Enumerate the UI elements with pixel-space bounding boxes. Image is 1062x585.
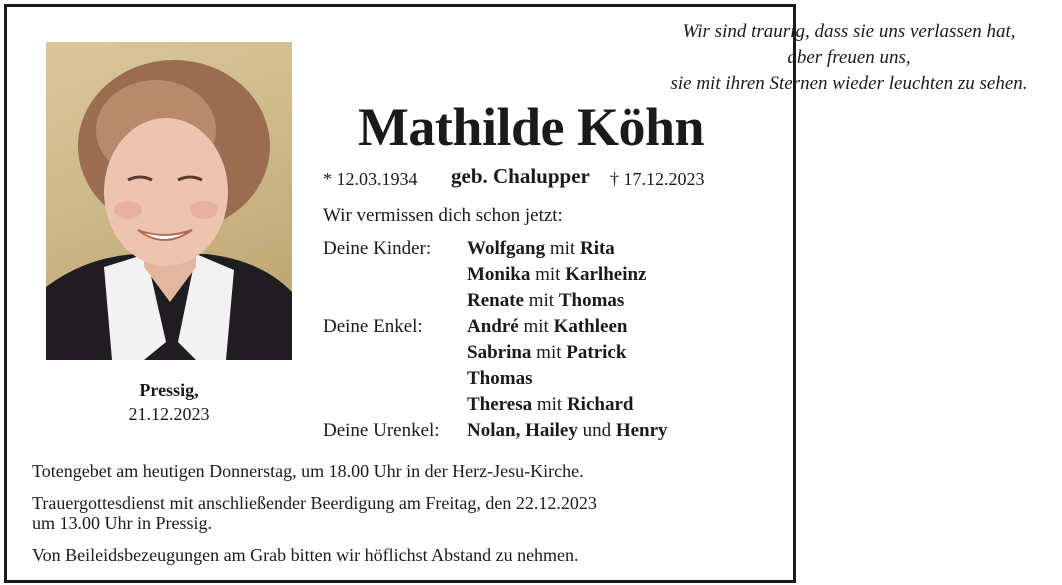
condolences-notice: Von Beileidsbezeugungen am Grab bitten wir höflichst Abstand zu nehmen. <box>32 545 579 565</box>
family-name: Thomas <box>558 290 625 311</box>
family-joiner: mit <box>523 290 559 311</box>
maiden-name: geb. Chalupper <box>451 164 590 188</box>
funeral-service-notice: Trauergottesdienst mit anschließender Beerdigung am Freitag, den 22.12.2023 <box>32 493 597 513</box>
portrait-photo <box>46 42 292 360</box>
family-label-children: Deine Kinder: <box>323 238 432 259</box>
family-name: Sabrina <box>467 342 532 363</box>
family-joiner: mit <box>545 238 580 259</box>
deceased-name: Mathilde Köhn <box>357 97 705 157</box>
family-line <box>467 238 615 260</box>
family-line <box>467 264 646 286</box>
family-name: Renate <box>467 290 524 311</box>
family-label-great-grandchildren: Deine Urenkel: <box>323 420 440 441</box>
family-joiner: mit <box>530 264 566 285</box>
family-name: Rita <box>579 238 615 259</box>
poem-line: aber freuen uns, <box>787 47 911 68</box>
family-name: Wolfgang <box>467 238 546 259</box>
family-line <box>467 394 633 416</box>
family-joiner: mit <box>518 316 554 337</box>
family-label-grandchildren: Deine Enkel: <box>323 316 423 337</box>
family-joiner: mit <box>531 342 567 363</box>
poem-line: Wir sind traurig, dass sie uns verlassen hat, <box>682 21 1016 42</box>
portrait-illustration <box>46 42 292 360</box>
prayer-notice: Totengebet am heutigen Donnerstag, um 18.00 Uhr in der Herz-Jesu-Kirche. <box>32 461 584 481</box>
family-name: Theresa <box>467 394 533 415</box>
family-line <box>467 368 532 390</box>
poem-line: sie mit ihren Sternen wieder leuchten zu sehen. <box>670 73 1028 94</box>
family-line <box>467 420 668 442</box>
family-name: Richard <box>566 394 634 415</box>
family-joiner: mit <box>532 394 567 415</box>
family-name: Henry <box>615 420 668 441</box>
missed-text: Wir vermissen dich schon jetzt: <box>323 205 563 226</box>
family-name: Patrick <box>566 342 627 363</box>
family-line <box>467 316 627 338</box>
family-line <box>467 342 626 364</box>
birth-date: * 12.03.1934 <box>323 169 418 189</box>
family-name: Nolan, Hailey <box>467 420 578 441</box>
place-date: 21.12.2023 <box>128 404 210 424</box>
family-name: André <box>467 316 519 337</box>
family-name: Kathleen <box>553 316 628 337</box>
family-name: Thomas <box>467 368 533 389</box>
funeral-service-notice: um 13.00 Uhr in Pressig. <box>32 513 212 533</box>
family-line <box>467 290 624 312</box>
family-name: Monika <box>467 264 531 285</box>
family-joiner: und <box>577 420 616 441</box>
death-date: † 17.12.2023 <box>610 169 705 189</box>
place-name: Pressig, <box>139 380 199 400</box>
family-name: Karlheinz <box>565 264 647 285</box>
